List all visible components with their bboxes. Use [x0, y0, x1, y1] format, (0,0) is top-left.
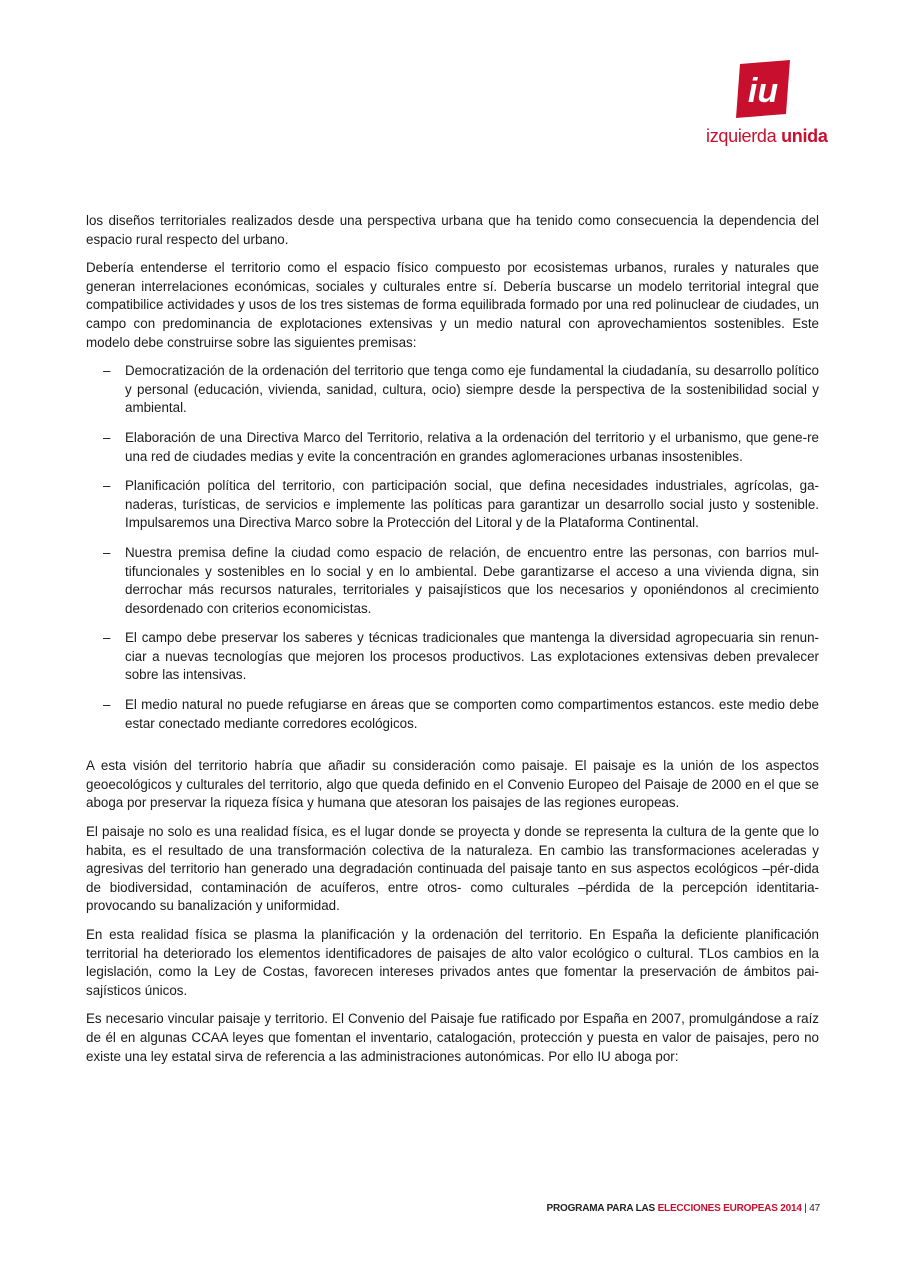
footer-prefix: PROGRAMA PARA LAS [546, 1203, 658, 1214]
page-number: 47 [809, 1203, 820, 1214]
bullet-dash: – [103, 429, 111, 445]
bullet-dash: – [103, 478, 111, 494]
logo-name-light: izquierda [706, 126, 777, 146]
logo-wordmark [706, 126, 828, 147]
paragraph: En esta realidad física se plasma la planificación y la ordenación del territorio. En España la deficiente planificación territorial ha deteriorado los elementos identificadores de paisajes de alto valor ecológico o cultural. TLos cambios en la legislación, como la Ley de Costas, favorecen intereses privados antes que fomentar la preservación de ámbitos pai-sajísticos únicos. [86, 927, 819, 998]
paragraph: los diseños territoriales realizados desde una perspectiva urbana que ha tenido como consecuencia la dependencia del espacio rural respecto del urbano. [86, 213, 819, 247]
page-footer [547, 1203, 820, 1214]
bullet-dash: – [103, 630, 111, 646]
bullet-dash: – [103, 697, 111, 713]
bullet-dash: – [103, 363, 111, 379]
footer-highlight: ELECCIONES EUROPEAS 2014 [657, 1203, 802, 1214]
list-item [86, 629, 819, 685]
logo-name-bold: unida [781, 126, 828, 146]
premises-list [86, 362, 819, 733]
footer-separator: | [801, 1203, 810, 1214]
document-body [86, 212, 819, 1076]
list-item-text: Democratización de la ordenación del territorio que tenga como eje fundamental la ciudadanía, su desarrollo político y personal (educación, vivienda, sanidad, cultura, ocio) siempre desde la perspectiva de la sostenibilidad social y ambiental. [125, 363, 819, 416]
paragraph: Es necesario vincular paisaje y territorio. El Convenio del Paisaje fue ratificado por España en 2007, promulgándose a raíz de él en algunas CCAA leyes que fomentan el inventario, catalogación, protección y puesta en valor de paisajes, pero no existe una ley estatal sirva de referencia a las administraciones autonómicas. Por ello IU aboga por: [86, 1011, 819, 1064]
iu-logo-mark-icon [732, 58, 794, 120]
list-item-text: Planificación política del territorio, con participación social, que defina necesidades industriales, agrícolas, ga-naderas, turísticas, de servicios e implemente las políticas para garantizar un desarrollo social justo y sostenible. Impulsaremos una Directiva Marco sobre la Protección del Litoral y de la Plataforma Continental. [125, 478, 819, 531]
list-item-text: El campo debe preservar los saberes y técnicas tradicionales que mantenga la diversidad agropecuaria sin renun-ciar a nuevas tecnologías que mejoren los procesos productivos. Las explotaciones extensivas deben prevalecer sobre las intensivas. [125, 630, 819, 683]
list-item [86, 544, 819, 618]
logo-mark-text: iu [747, 72, 779, 110]
paragraph: A esta visión del territorio habría que añadir su consideración como paisaje. El paisaje es la unión de los aspectos geoecológicos y culturales del territorio, algo que queda definido en el Convenio Europeo del Paisaje de 2000 en el que se aboga por preservar la riqueza física y humana que atesoran los paisajes de las regiones europeas. [86, 758, 819, 811]
list-item [86, 362, 819, 418]
list-item-text: El medio natural no puede refugiarse en áreas que se comporten como compartimentos estancos. este medio debe estar conectado mediante corredores ecológicos. [125, 697, 819, 731]
list-item [86, 696, 819, 733]
list-item-text: Elaboración de una Directiva Marco del Territorio, relativa a la ordenación del territorio y el urbanismo, que gene-re una red de ciudades medias y evite la concentración en grandes aglomeraciones urbanas insostenibles. [125, 429, 819, 464]
list-item [86, 477, 819, 533]
paragraph: El paisaje no solo es una realidad física, es el lugar donde se proyecta y donde se representa la cultura de la gente que lo habita, es el resultado de una transformación colectiva de la naturaleza. En cambio las transformaciones aceleradas y agresivas del territorio han generado una degradación continuada del paisaje tanto en sus aspectos ecológicos –pér-dida de biodiversidad, contaminación de acuíferos, entre otros- como culturales –pérdida de la percepción identitaria-provocando su banalización y uniformidad. [86, 824, 819, 914]
paragraph: Debería entenderse el territorio como el espacio físico compuesto por ecosistemas urbanos, rurales y naturales que generan interrelaciones económicas, sociales y culturales entre sí. Debería buscarse un modelo territorial integral que compatibilice actividades y usos de los tres sistemas de forma equilibrada formado por una red polinuclear de ciudades, un campo con predominancia de explotaciones extensivas y un medio natural con aprovechamientos sostenibles. Este modelo debe construirse sobre las siguientes premisas: [86, 260, 819, 350]
list-item-text: Nuestra premisa define la ciudad como espacio de relación, de encuentro entre las personas, con barrios mul-tifuncionales y sostenibles en lo social y en lo ambiental. Debe garantizarse el acceso a una vivienda digna, sin derrochar más recursos naturales, territoriales y paisajísticos que los necesarios y oponiéndonos al crecimiento desordenado con criterios economicistas. [125, 544, 819, 616]
bullet-dash: – [103, 544, 111, 560]
list-item [86, 429, 819, 466]
